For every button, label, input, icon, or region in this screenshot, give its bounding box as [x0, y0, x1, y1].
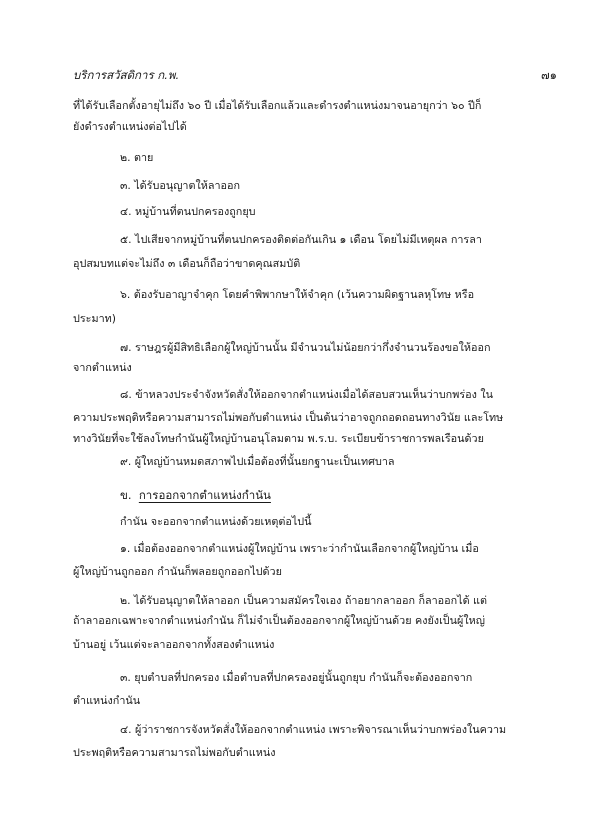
list-item: ๓. ยุบตำบลที่ปกครอง เมื่อตำบลที่ปกครองอยู่นั้นถูกยุบ กำนันก็จะต้องออกจาก	[120, 671, 473, 684]
list-item: ๒. ได้รับอนุญาตให้ลาออก เป็นความสมัครใจเอง ถ้าอยากลาออก ก็ลาออกได้ แต่	[120, 594, 488, 607]
running-header: บริการสวัสดิการ ก.พ.	[73, 68, 180, 82]
body-line: อุปสมบทแต่จะไม่ถึง ๓ เดือนก็ถือว่าขาดคุณสมบัติ	[73, 257, 301, 270]
body-line: ประมาท)	[73, 312, 116, 325]
body-line: ทางวินัยที่จะใช้ลงโทษกำนันผู้ใหญ่บ้านอนุโลมตาม พ.ร.บ. ระเบียบข้าราชการพลเรือนด้วย	[73, 432, 484, 445]
body-line: ความประพฤติหรือความสามารถไม่พอกับตำแหน่ง เป็นต้นว่าอาจถูกถอดถอนทางวินัย และโทษ	[73, 411, 504, 424]
list-item: ๑. เมื่อต้องออกจากตำแหน่งผู้ใหญ่บ้าน เพราะว่ากำนันเลือกจากผู้ใหญ่บ้าน เมื่อ	[120, 542, 479, 555]
body-line: ประพฤติหรือความสามารถไม่พอกับตำแหน่ง	[73, 746, 276, 759]
body-line: จากตำแหน่ง	[73, 361, 132, 374]
list-item: ๘. ข้าหลวงประจำจังหวัดสั่งให้ออกจากตำแหน่งเมื่อได้สอบสวนเห็นว่าบกพร่อง ใน	[120, 388, 493, 401]
list-item: ๖. ต้องรับอาญาจำคุก โดยคำพิพากษาให้จำคุก (เว้นความผิดฐานลหุโทษ หรือ	[120, 288, 475, 301]
list-item: ๔. หมู่บ้านที่ตนปกครองถูกยุบ	[120, 205, 256, 218]
section-marker: ข.	[120, 488, 132, 502]
body-line: ถ้าลาออกเฉพาะจากตำแหน่งกำนัน ก็ไม่จำเป็นต้องออกจากผู้ใหญ่บ้านด้วย คงยังเป็นผู้ใหญ่	[73, 614, 485, 627]
body-line: ยังดำรงตำแหน่งต่อไปได้	[73, 120, 187, 133]
page-number: ๗๑	[541, 68, 557, 82]
body-line: ตำแหน่งกำนัน	[73, 694, 141, 707]
section-heading	[120, 487, 271, 503]
list-item: ๗. ราษฎรผู้มีสิทธิเลือกผู้ใหญ่บ้านนั้น มีจำนวนไม่น้อยกว่ากึ่งจำนวนร้องขอให้ออก	[120, 341, 491, 354]
body-line: ผู้ใหญ่บ้านถูกออก กำนันก็พลอยถูกออกไปด้วย	[73, 565, 282, 578]
body-line: กำนัน จะออกจากตำแหน่งด้วยเหตุต่อไปนี้	[120, 515, 312, 528]
body-line: ที่ได้รับเลือกตั้งอายุไม่ถึง ๖๐ ปี เมื่อได้รับเลือกแล้วและดำรงตำแหน่งมาจนอายุกว่า ๖๐ ปีก็	[73, 99, 482, 112]
list-item: ๙. ผู้ใหญ่บ้านหมดสภาพไปเมื่อต้องที่นั้นยกฐานะเป็นเทศบาล	[120, 455, 395, 468]
body-line: บ้านอยู่ เว้นแต่จะลาออกจากทั้งสองตำแหน่ง	[73, 638, 275, 651]
list-item: ๒. ตาย	[120, 151, 154, 164]
list-item: ๔. ผู้ว่าราชการจังหวัดสั่งให้ออกจากตำแหน่ง เพราะพิจารณาเห็นว่าบกพร่องในความ	[120, 723, 507, 736]
list-item: ๓. ได้รับอนุญาตให้ลาออก	[120, 179, 241, 192]
section-title: การออกจากตำแหน่งกำนัน	[138, 488, 271, 502]
list-item: ๕. ไปเสียจากหมู่บ้านที่ตนปกครองติดต่อกันเกิน ๑ เดือน โดยไม่มีเหตุผล การลา	[120, 233, 482, 246]
